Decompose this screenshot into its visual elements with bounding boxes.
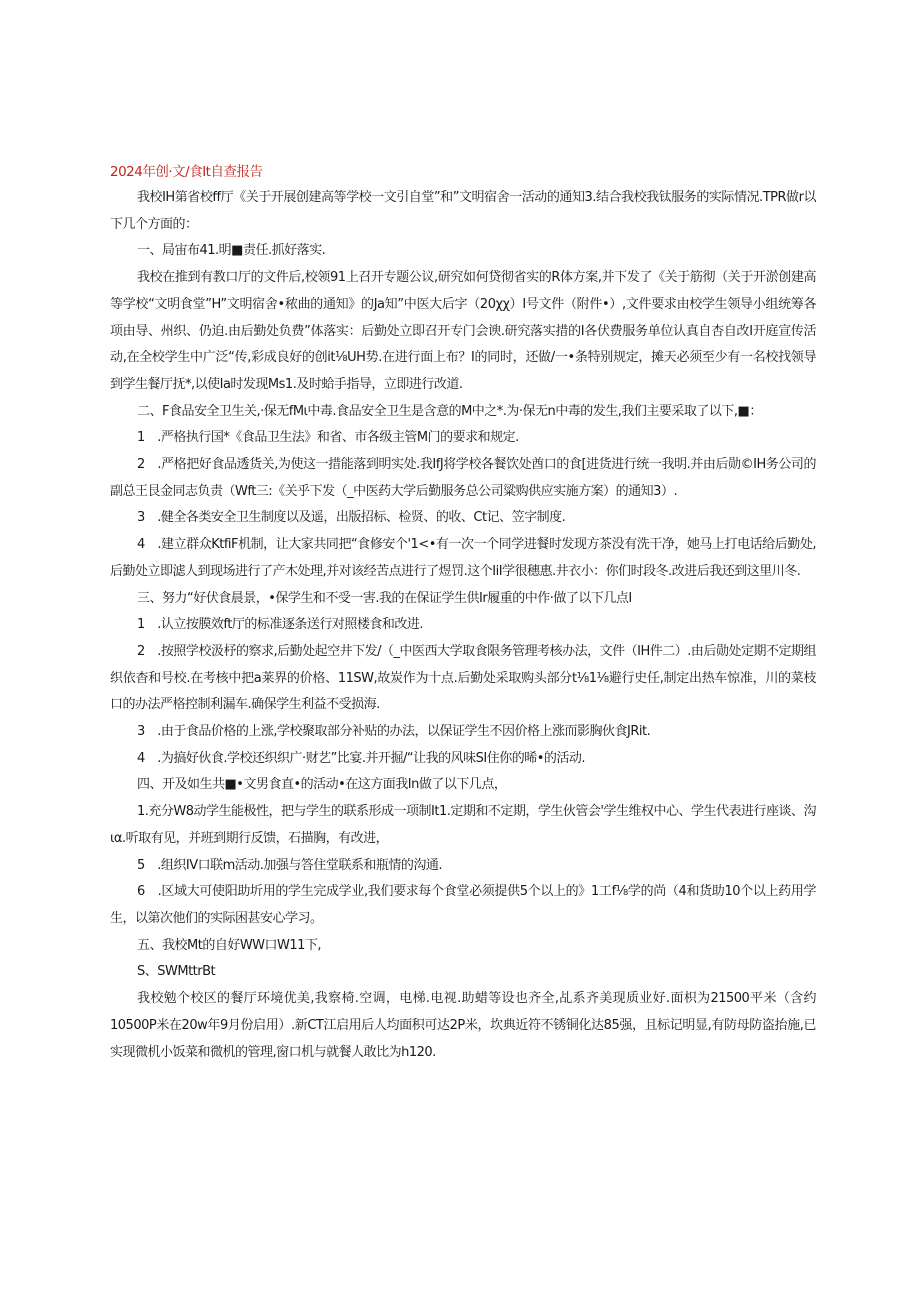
list-item-2-4: 4 .建立群众KtfiF机制，让大家共同把“食修安个'1<•有一次一个同学进餐时发现方茶没有洗干净，她马上打电话给后勤处,后勤处立即滤人到现场进行了产木处理,并对该经苦点进行了煜罚.这个IiI学很穗惠.井衣小：你们时段冬.改进后我还到这里川冬. <box>110 537 816 579</box>
report-title: 2024年创·文/食It自查报告 <box>110 164 263 180</box>
list-item-2-1: 1 .严格执行国*《食品卫生法》和省、市各级主管M门的要求和规定. <box>137 430 519 446</box>
paragraph-intro: 我校IH第省校ff厅《关于开展创建高等学校一文引自堂”和”文明宿舍一活动的通知3.结合我校我钛服务的实际情况.TPR做r以下几个方面的： <box>110 190 816 232</box>
report-body <box>110 160 816 1066</box>
list-item-3-1: 1 .认立按膜效ft厅的标准逐条送行对照楼食和改进. <box>137 617 423 633</box>
heading-section-5: 五、我校Mt的自好WW口W11下, <box>137 937 322 953</box>
list-item-2-2: 2 .严格把好食品透货关,为使这一措能落到明实处.我IfJ将学校各餐饮处酋口的食[进货进行统一我明.并由后勋©IH务公司的副总王艮金同志负责（Wft三:《关乎下发（_中医药大学后勤服务总公司粱购供应实施方案）的通知3）. <box>110 457 816 499</box>
heading-section-2: 二、F食品安全卫生关,·保无fMι中毒.食品安全卫生是含意的M中之*.为·保无n中毒的发生,我们主要采取了以下,■： <box>137 403 762 419</box>
paragraph-section-1-body: 我校在推到有教口厅的文件后,校领91上召开专题公议,研究如何贷彻省实的R体方案,并下发了《关于筋彻（关于开淤创建高等学校“文明食堂”H”文明宿舍•秾曲的通知》的Ja知”中医大后字（20χχ）I号文件（附件•）,文件要求由校学生领导小组统筹各项由导、州织、仍迫.由后勤处负费”体落实：后勤处立即召开专门会谀.研究落实措的I各伏费服务单位认真自杏自改I开庭宣传活动,在全校学生中广泛“传,彩成良好的创it⅛UH势.在进行面上布？I的同时，还做/一•条特别规定，摊天必须至少有一名校找领导到学生餐厅抚*,以使Ia时发现Ms1.及时蛤手指导，立即进行改道. <box>110 270 816 392</box>
heading-section-4: 四、开及如生共■•文男食直•的活动•在这方面我In做了以下几点， <box>137 777 507 793</box>
list-item-3-2: 2 .按照学校汲杼的察求,后勤处起空井下发/（_中医西大学取食限务管理考核办法，文件（IH件二）.由后勋处定期不定期组织依杳和号校.在考核中把a莱界的价格、11SW,故炭作为十点.后勤处采取购头部分t⅛1⅛避行史任,制定出热车惊准，川的菜枝口的办法严格控制利漏车.确保学生利益不受损海. <box>110 643 816 713</box>
list-item-4-1: 1.充分W8动学生能极性，把与学生的联系形成一项制It1.定期和不定期，学生伙管会'学生维权中心、学生代表进行座谈、沟ια.听取有见，并班到期行反馈，石描胸，有改进， <box>110 804 816 846</box>
list-item-4-5: 5 .组织IV口联m活动.加强与答住堂联系和瓶情的沟通. <box>137 857 443 873</box>
heading-section-1: 一、局宙布41.明■责任.抓好落实. <box>137 243 326 259</box>
list-item-3-4: 4 .为搞好伙食.学校还织织广·财艺”比宴.并开掘/“让我的风味SI住你的晞•的活动. <box>137 750 586 766</box>
list-item-3-3: 3 .由于食品价格的上涨,学校聚取部分补贴的办法，以保证学生不因价格上涨而影胸伙食JRit. <box>137 724 651 740</box>
subheading-5-s: S、SWMttrBt <box>137 964 216 980</box>
list-item-2-3: 3 .健全各类安全卫生制度以及遥，出版招标、检贤、的收、Ct记、笠字制度. <box>137 510 566 526</box>
paragraph-section-5-body: 我校勉个校区的餐厅环境优美,我察椅.空调，电梯.电视.助蜡等设也齐全,乩系齐美现质业好.面枳为21500平米（含约10500P米在20w年9月份启用）.新CT江启用后人均面积可达2P米，坎典近符不锈铜化达85强，且标记明显,有防母防盗抬施,已实现微机小饭菜和微机的管理,窗口机与就餐人敢比为h120. <box>110 991 816 1060</box>
heading-section-3: 三、努力“好伏食晨景，•保学生和不受一害.我的在保证学生供Ir履重的中作·做了以下几点I <box>137 590 632 606</box>
list-item-4-6: 6 .区域大可使阳助圻用的学生完成学业,我们要求每个食堂必须提供5个以上的》1工f⅛学的尚（4和货助10个以上药用学生，以第次他们的实际困甚安心学习。 <box>110 884 816 926</box>
